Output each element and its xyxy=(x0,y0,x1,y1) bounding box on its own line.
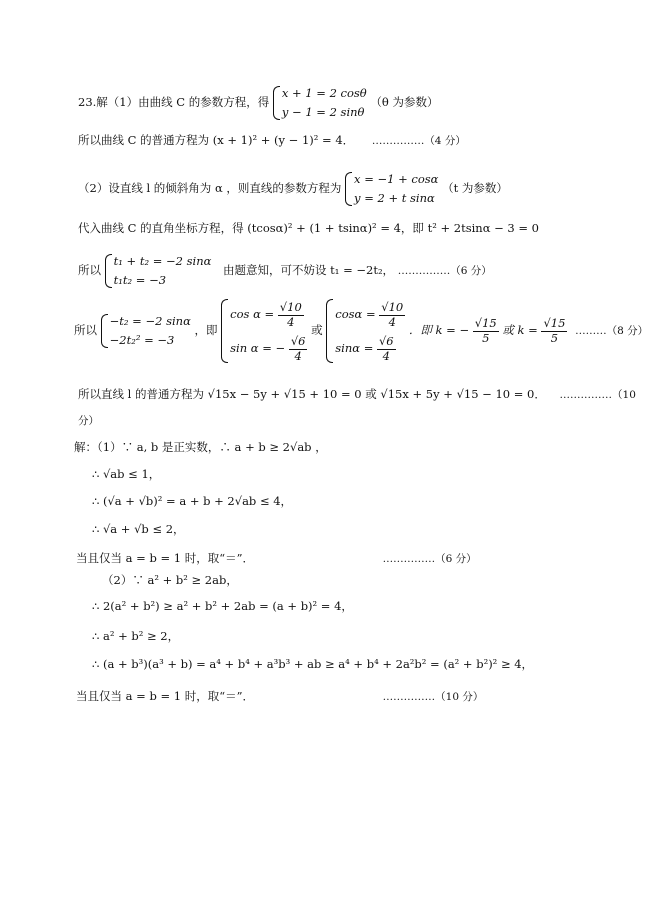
solution-2-line-4 xyxy=(92,523,185,537)
denominator: 4 xyxy=(287,314,295,329)
text: 分） xyxy=(78,415,99,427)
solution-2-line-2 xyxy=(92,468,160,482)
solution-2-equality-condition-1 xyxy=(76,552,477,566)
score-mark: ……………（10 分） xyxy=(382,691,484,703)
score-mark: ……………（4 分） xyxy=(371,135,466,147)
text: 当且仅当 a = b = 1 时，取“＝”． xyxy=(76,551,254,565)
text: ，即 xyxy=(194,323,218,337)
score-mark: ………（8 分） xyxy=(575,325,648,337)
denominator: 4 xyxy=(388,314,396,329)
text: 解：（1）∵ a, b 是正实数，∴ a + b ≥ 2√ab ， xyxy=(74,440,327,454)
brace xyxy=(345,172,352,206)
fraction xyxy=(377,335,396,362)
part2-heading: （2）设直线 l 的倾斜角为 α ，则直线的参数方程为 xyxy=(78,181,342,195)
brace xyxy=(221,299,228,363)
solution-2-part2-heading xyxy=(102,574,238,588)
t2-system xyxy=(101,312,191,350)
text: 所以曲线 C 的普通方程为 (x + 1)² + (y − 1)² = 4． xyxy=(78,133,355,147)
text: ∴ 2(a² + b²) ≥ a² + b² + 2ab = (a + b)² = 4， xyxy=(92,599,353,613)
equation: t₁ + t₂ = −2 sinα xyxy=(113,254,212,268)
solution-2-line-7 xyxy=(92,600,353,614)
text: （2）∵ a² + b² ≥ 2ab， xyxy=(102,573,238,587)
fraction xyxy=(289,335,308,362)
equation: −2t₂² = −3 xyxy=(109,333,175,347)
denominator: 5 xyxy=(550,330,559,345)
equation-lhs: cosα = xyxy=(335,307,376,321)
score-continuation xyxy=(78,414,99,428)
text: ∴ √a + √b ≤ 2， xyxy=(92,522,185,536)
equation-lhs: cos α = xyxy=(230,307,275,321)
solution-2-line-8 xyxy=(92,630,179,644)
denominator: 5 xyxy=(482,330,490,345)
problem-23-part1 xyxy=(78,84,438,122)
score-mark: ……………（10 xyxy=(559,389,636,401)
line-substitution xyxy=(78,222,539,236)
equation xyxy=(335,297,405,331)
equation xyxy=(335,331,405,365)
parametric-system-l xyxy=(345,170,438,208)
text: 或 xyxy=(311,323,323,337)
equation: x = −1 + cosα xyxy=(354,172,439,186)
solution-2-line-1 xyxy=(74,441,327,455)
line-ordinary-equation-c xyxy=(78,134,466,148)
part1-heading: 23.解（1）由曲线 C 的参数方程，得 xyxy=(78,95,270,109)
equation: −t₂ = −2 sinα xyxy=(109,314,191,328)
text: 当且仅当 a = b = 1 时，取“＝”． xyxy=(76,689,254,703)
solution-2-line-9 xyxy=(92,658,533,672)
numerator: √6 xyxy=(290,334,306,349)
fraction xyxy=(278,301,304,328)
text: ∴ (a + b³)(a³ + b) = a⁴ + b⁴ + a³b³ + ab ≥ a⁴ + b⁴ + 2a²b² = (a² + b²)² ≥ 4， xyxy=(92,657,534,671)
equation-lhs: sin α = − xyxy=(230,341,286,355)
parametric-system-c xyxy=(273,84,367,122)
slope-text: 或 k = xyxy=(502,323,538,337)
parameter-note: （θ 为参数） xyxy=(370,95,439,109)
numerator: √10 xyxy=(279,300,302,315)
parameter-note: （t 为参数） xyxy=(442,181,508,195)
text: ∴ (√a + √b)² = a + b + 2√ab ≤ 4， xyxy=(92,494,293,508)
fraction xyxy=(541,317,567,344)
equation xyxy=(230,331,307,365)
line-vieta xyxy=(78,252,492,290)
lead-text: 所以 xyxy=(74,323,97,337)
denominator: 4 xyxy=(382,348,390,363)
equation: y − 1 = 2 sinθ xyxy=(281,105,365,119)
text: ∴ a² + b² ≥ 2， xyxy=(92,629,180,643)
angle-case-1 xyxy=(221,297,307,365)
line-solve-angle xyxy=(74,297,648,365)
denominator: 4 xyxy=(294,348,302,363)
fraction xyxy=(473,317,499,344)
lead-text: 所以 xyxy=(78,263,101,277)
numerator: √10 xyxy=(381,300,404,315)
solution-2-line-3 xyxy=(92,495,292,509)
slope-text: ．即 k = − xyxy=(408,323,470,337)
score-mark: ……………（6 分） xyxy=(397,265,492,277)
brace xyxy=(101,314,108,348)
vieta-system xyxy=(105,252,212,290)
equation xyxy=(230,297,307,331)
problem-23-part2 xyxy=(78,170,508,208)
numerator: √15 xyxy=(474,316,497,331)
brace xyxy=(105,254,112,288)
text: 由题意知，可不妨设 t₁ = −2t₂， xyxy=(223,263,395,277)
text: 所以直线 l 的普通方程为 √15x − 5y + √15 + 10 = 0 或 √15x + 5y + √15 − 10 = 0． xyxy=(78,387,546,401)
brace xyxy=(273,86,280,120)
brace xyxy=(326,299,333,363)
line-line-equation xyxy=(78,388,636,402)
equation: x + 1 = 2 cosθ xyxy=(281,86,367,100)
text: 代入曲线 C 的直角坐标方程，得 (tcosα)² + (1 + tsinα)² = 4，即 t² + 2tsinα − 3 = 0 xyxy=(78,221,539,235)
score-mark: ……………（6 分） xyxy=(382,553,477,565)
text: ∴ √ab ≤ 1， xyxy=(92,467,161,481)
numerator: √6 xyxy=(378,334,394,349)
equation-lhs: sinα = xyxy=(335,341,374,355)
equation: y = 2 + t sinα xyxy=(354,191,435,205)
numerator: √15 xyxy=(543,316,566,331)
equation: t₁t₂ = −3 xyxy=(113,273,167,287)
angle-case-2 xyxy=(326,297,405,365)
solution-2-equality-condition-2 xyxy=(76,690,483,704)
fraction xyxy=(379,301,405,328)
